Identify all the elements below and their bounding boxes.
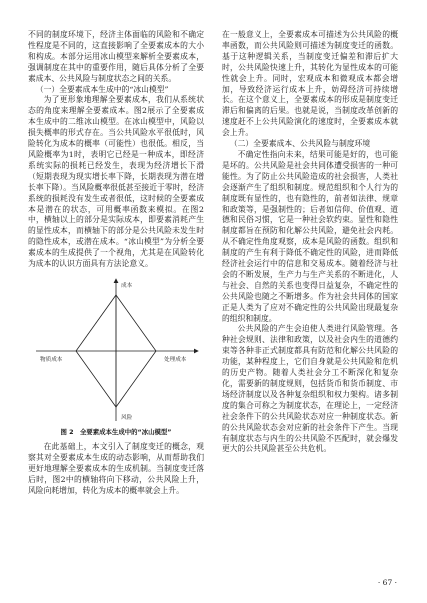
paragraph: 为了更形象地理解全要素成本，我们从系统状态的角度来理解全要素成本。图2展示了全要素成本生成中的二维冰山模型。在冰山模型中，风险以损失概率的形式存在。当公共风险水平很低时，风险转化为成本的概率（可能性）也很低。相反，当风险概率为1时，表明它已经是一种成本，即经济系统实际的损耗已经发生，表现为经济增长下滑（短期表现为现实增长率下降，长期表现为潜在增长率下降）。当风险概率很低甚至接近于零时，经济系统的损耗没有发生或者很低，这时候的全要素成本是潜在的状态，可用概率函数来模拟。在图2中，横轴以上的部分是实际成本，即要素消耗产生的显性成本，而横轴下的部分是公共风险未发生时的隐性成本，或潜在成本。“冰山模型”为分析全要素成本的生成提供了一个视角，尤其是在风险转化为成本的认识方面具有方法论意义。 [28, 95, 204, 269]
iceberg-model-figure [28, 273, 204, 425]
iceberg-diagram [28, 273, 204, 425]
paragraph: 不确定性指向未来，结果可能是好的，也可能是坏的。公共风险是社会共同体遭受损害的一种可能性。为了防止公共风险造成的社会损害，人类社会逐渐产生了组织和制度。规范组织和个人行为的制度既有显性的，也有隐性的，前者如法律、规章和政策等，是强制性的；后者如信仰、价值观、道德和民俗习惯，它是一种社会软约束。显性和隐性制度都旨在预防和化解公共风险，避免社会内耗。从不确定性角度观察，成本是风险的函数。组织和制度的产生有利于降低不确定性的风险，进而降低经济社会运行中的信息和交易成本。随着经济与社会的不断发展，生产力与生产关系的不断进化，人与社会、自然的关系也变得日益复杂，不确定性的公共风险也随之不断增多。作为社会共同体的国家正是人类为了应对不确定性的公共风险出现最复杂的组织和制度。 [222, 149, 398, 323]
right-column [222, 30, 398, 455]
y-axis-label: 成本 [121, 282, 133, 289]
section-heading: （一）全要素成本生成中的“冰山模型” [35, 84, 169, 94]
paragraph: 在一般意义上，全要素成本可描述为公共风险的概率函数，而公共风险则可描述为制度变迁的函数。基于这种逻辑关系，当制度变迁偏差和滞后扩大时，公共风险快速上升，其转化为显性成本的可能性就会上升。同时，宏观成本和微观成本都会增加，导致经济运行成本上升，妨碍经济可持续增长。在这个意义上，全要素成本的形成是制度变迁滞后和偏离的后果。也就是说，当制度改革创新的速度赶不上公共风险演化的速度时，全要素成本就会上升。 [222, 30, 398, 138]
page-number: · 67 · [377, 578, 397, 587]
section-heading: （二）全要素成本、公共风险与制度环境 [229, 139, 371, 149]
bottom-label: 风险 [121, 414, 133, 421]
left-column [28, 30, 204, 496]
x-left-label: 物质成本 [40, 356, 63, 363]
figure-caption: 图 2 全要素成本生成中的“冰山模型” [60, 427, 172, 436]
x-right-label: 处理成本 [164, 356, 187, 363]
paragraph: 公共风险的产生会迫使人类进行风险管理。各种社会规则、法律和政策，以及社会内生的道德约束等各种非正式制度都具有防范和化解公共风险的功能，某种程度上，它们自身就是公共风险和危机的历史产物。随着人类社会分工不断深化和复杂化，需要新的制度规则，包括货币和货币制度、市场经济制度以及各种复杂组织和权力架构。诸多制度的集合可称之为制度状态，在理论上，一定经济社会条件下的公共风险状态对应一种制度状态。新的公共风险状态会对应新的社会条件下产生。当现有制度状态与内生的公共风险不匹配时，就会爆发更大的公共风险甚至公共危机。 [222, 324, 398, 454]
paragraph: 不同的制度环境下，经济主体面临的风险和不确定性程度是不同的，这直接影响了全要素成本的大小和构成。本部分运用冰山模型来解析全要素成本，强调制度在其中的重要作用，随后具体分析了全要素成本、公共风险与制度状态之间的关系。 [28, 30, 204, 83]
paragraph: 在此基础上，本文引入了制度变迁的概念，观察其对全要素成本生成的动态影响，从而帮助我们更好地理解全要素成本的生成机制。当制度变迁落后时，图2中的横轴将向下移动，公共风险上升，风险向耗增加，转化为成本的概率就会上升。 [28, 441, 204, 495]
